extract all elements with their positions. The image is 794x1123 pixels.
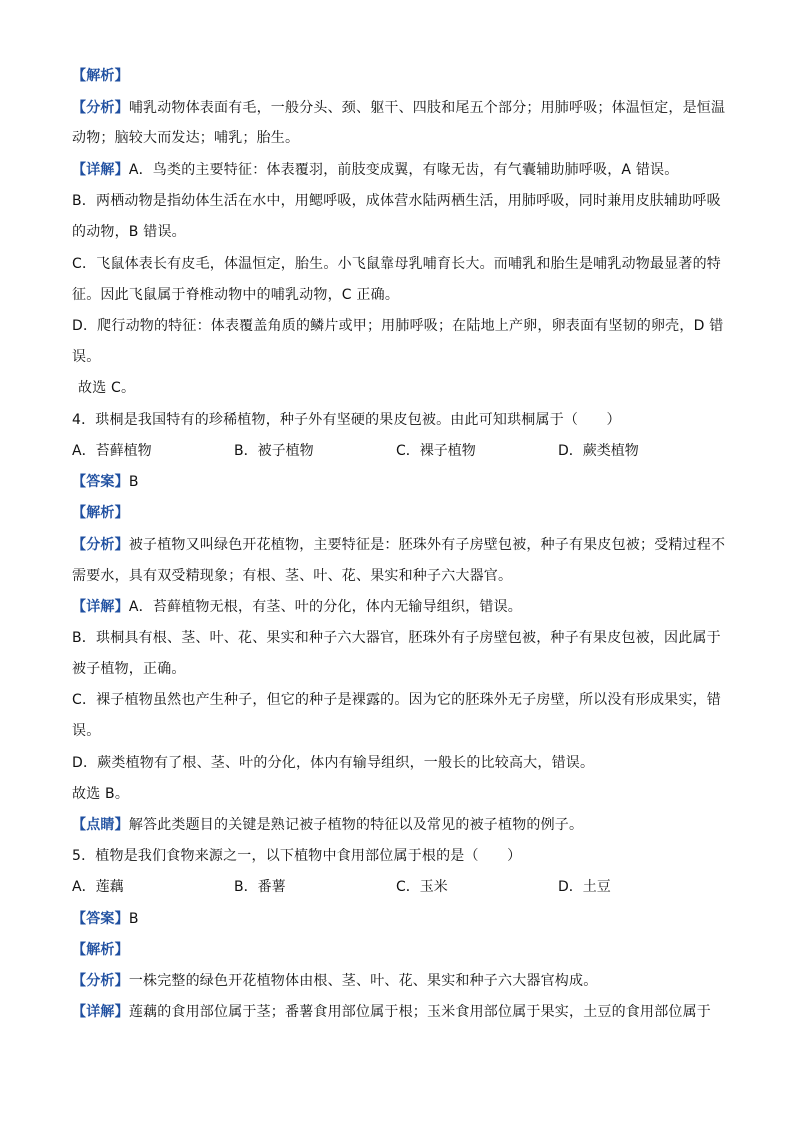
q4-detail-line-a: [72, 597, 732, 617]
q5-option-a: A．莲藕: [72, 879, 124, 895]
q4-analysis-line-2: 需要水，具有双受精现象；有根、茎、叶、花、果实和种子六大器官。: [72, 568, 513, 584]
jiexi-tag: 【解析】: [72, 505, 129, 521]
q5-options: [72, 877, 732, 897]
q5-detail-text-a: 莲藕的食用部位属于茎；番薯食用部位属于根；玉米食用部位属于果实，土豆的食用部位属于: [128, 1004, 712, 1020]
daan-tag: 【答案】: [72, 474, 129, 490]
q5-option-b: B．番薯: [234, 879, 286, 895]
q5-question: 5．植物是我们食物来源之一，以下植物中食用部位属于根的是（ ）: [72, 848, 522, 864]
fenxi-tag: 【分析】: [72, 537, 129, 553]
q5-jiexi-heading: [72, 940, 732, 960]
q4-analysis-line-1: [72, 535, 732, 555]
q4-analysis-text-1: 被子植物又叫绿色开花植物，主要特征是：胚珠外有子房壁包被，种子有果皮包被；受精过程不: [128, 537, 726, 553]
q4-answer-line: [72, 472, 732, 492]
q4-dianjing-text: 解答此类题目的关键是熟记被子植物的特征以及常见的被子植物的例子。: [128, 817, 584, 833]
q4-question: 4．珙桐是我国特有的珍稀植物，种子外有坚硬的果皮包被。由此可知珙桐属于（ ）: [72, 412, 621, 428]
q4-jiexi-heading: [72, 503, 732, 523]
q4-detail-line-c2: 误。: [72, 723, 101, 739]
q4-option-d: D．蕨类植物: [558, 443, 639, 459]
q5-answer-value: B: [128, 911, 139, 927]
q5-analysis-text-1: 一株完整的绿色开花植物体由根、茎、叶、花、果实和种子六大器官构成。: [128, 973, 598, 989]
q4-answer-value: B: [128, 474, 139, 490]
fenxi-tag: 【分析】: [72, 973, 129, 989]
q4-detail-line-c1: C．裸子植物虽然也产生种子，但它的种子是裸露的。因为它的胚珠外无子房壁，所以没有形成果实，错: [72, 692, 721, 708]
q4-options: [72, 441, 732, 461]
q3-analysis-text-1: 哺乳动物体表面有毛，一般分头、颈、躯干、四肢和尾五个部分；用肺呼吸；体温恒定，是恒温: [128, 100, 726, 116]
q4-detail-line-b1: B．珙桐具有根、茎、叶、花、果实和种子六大器官，胚珠外有子房壁包被，种子有果皮包被，因此属于: [72, 630, 721, 646]
q4-dianjing-line: [72, 815, 732, 835]
q5-option-d: D．土豆: [558, 879, 611, 895]
q5-option-c: C．玉米: [396, 879, 448, 895]
q3-detail-line-d1: D．爬行动物的特征：体表覆盖角质的鳞片或甲；用肺呼吸；在陆地上产卵，卵表面有坚韧的卵壳，D 错: [72, 318, 724, 334]
q4-detail-line-d1: D．蕨类植物有了根、茎、叶的分化，体内有输导组织，一般长的比较高大，错误。: [72, 755, 595, 771]
q4-detail-text-a: A．苔藓植物无根，有茎、叶的分化，体内无输导组织，错误。: [128, 599, 522, 615]
fenxi-tag: 【分析】: [72, 100, 129, 116]
xiangjie-tag: 【详解】: [72, 1004, 129, 1020]
xiangjie-tag: 【详解】: [72, 599, 129, 615]
q4-choose-line: 故选 B。: [72, 786, 130, 802]
daan-tag: 【答案】: [72, 911, 129, 927]
q5-analysis-line-1: [72, 971, 732, 991]
q5-detail-line-a: [72, 1002, 732, 1022]
jiexi-tag: 【解析】: [72, 942, 129, 958]
q4-option-a: A．苔藓植物: [72, 443, 152, 459]
q3-detail-line-c1: C．飞鼠体表长有皮毛，体温恒定，胎生。小飞鼠靠母乳哺育长大。而哺乳和胎生是哺乳动物最显著的特: [72, 256, 721, 272]
q4-option-b: B．被子植物: [234, 443, 314, 459]
q4-option-c: C．裸子植物: [396, 443, 476, 459]
q3-detail-text-a: A．鸟类的主要特征：体表覆羽，前肢变成翼，有喙无齿，有气囊辅助肺呼吸，A 错误。: [128, 162, 679, 178]
q4-detail-line-b2: 被子植物，正确。: [72, 661, 186, 677]
dianjing-tag: 【点睛】: [72, 817, 129, 833]
q3-detail-line-d2: 误。: [72, 349, 101, 365]
jiexi-tag: 【解析】: [72, 68, 129, 84]
q3-detail-line-b1: B．两栖动物是指幼体生活在水中，用鳃呼吸，成体营水陆两栖生活，用肺呼吸，同时兼用皮肤辅助呼吸: [72, 193, 721, 209]
q5-answer-line: [72, 909, 732, 929]
q3-detail-line-a: [72, 160, 732, 180]
q3-analysis-line-2: 动物；脑较大而发达；哺乳；胎生。: [72, 130, 300, 146]
xiangjie-tag: 【详解】: [72, 162, 129, 178]
q3-detail-line-b2: 的动物，B 错误。: [72, 224, 186, 240]
q3-detail-line-c2: 征。因此飞鼠属于脊椎动物中的哺乳动物，C 正确。: [72, 287, 400, 303]
q3-analysis-line-1: [72, 98, 732, 118]
analysis-heading: [72, 66, 732, 86]
q3-choose-line: 故选 C。: [78, 380, 136, 396]
